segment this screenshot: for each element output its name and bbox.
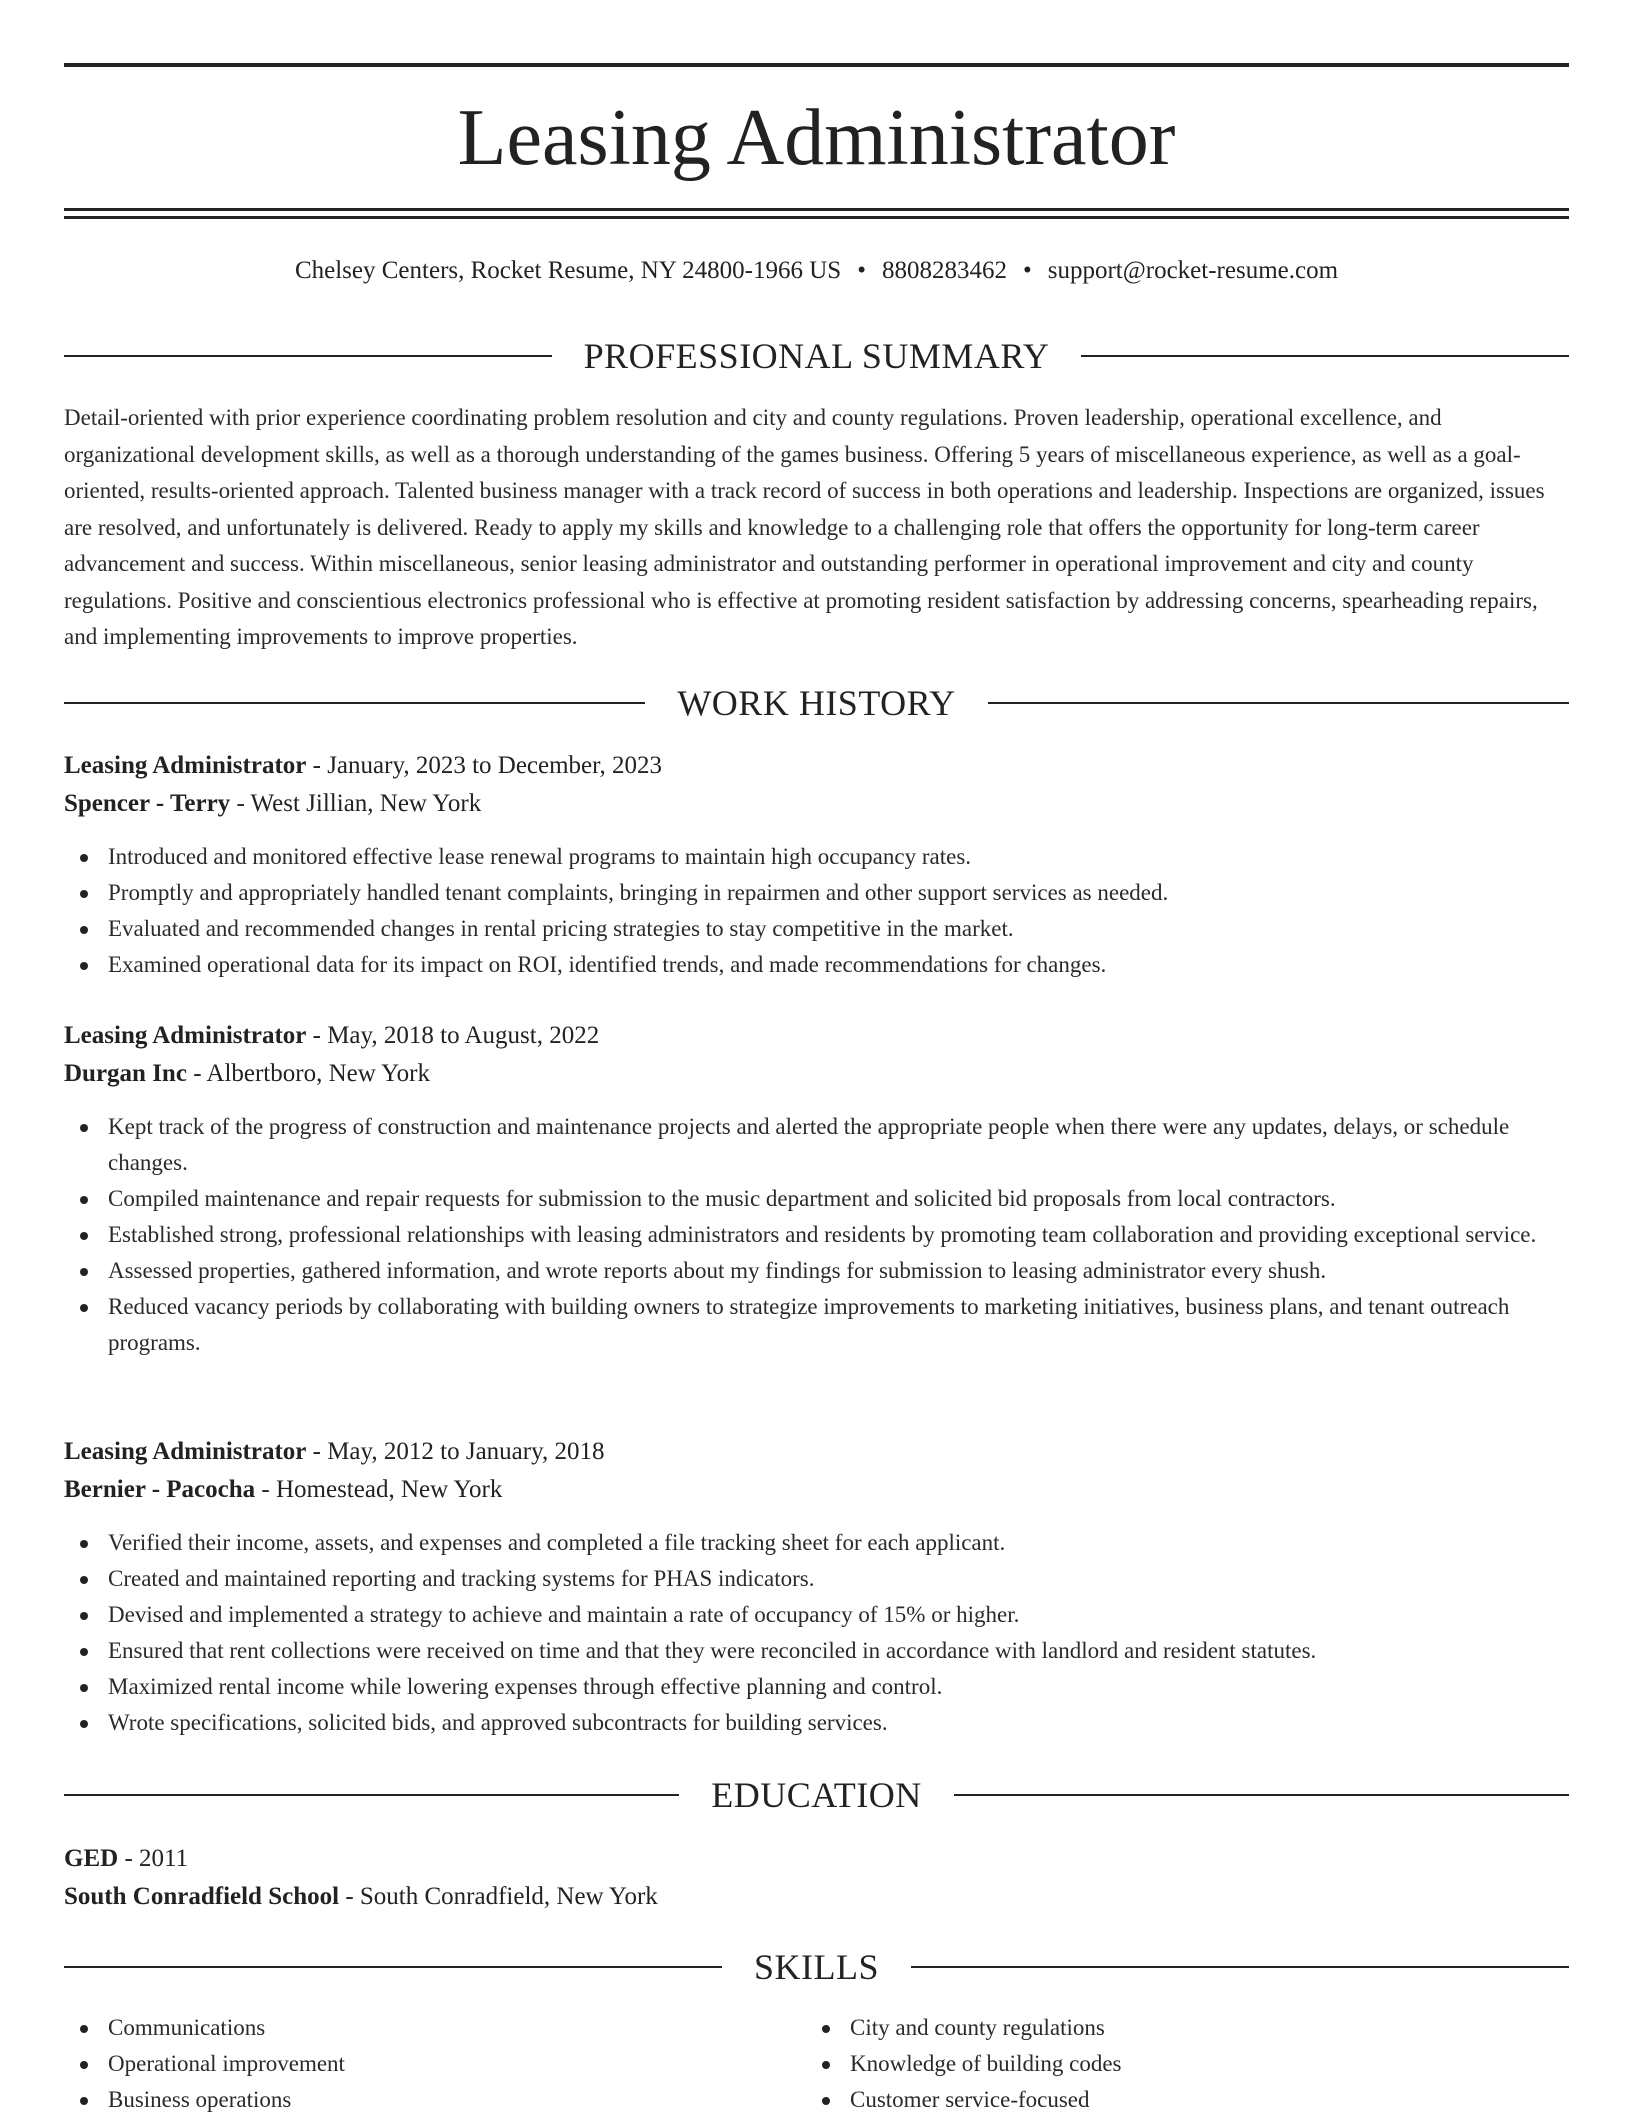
education-degree: GED [64,1845,119,1872]
list-item: Knowledge of building codes [806,2046,1506,2082]
job-title-line [64,1433,1569,1471]
education-location: - South Conradfield, New York [339,1883,658,1910]
job-bullets [64,1525,1569,1741]
job-company-line [64,785,1569,823]
page-title: Leasing Administrator [457,94,1176,182]
job-title-line [64,1017,1569,1055]
list-item: Operational improvement [64,2046,764,2082]
list-item: Verified their income, assets, and expenses and completed a file tracking sheet for each applicant. [64,1525,1569,1561]
section-heading-education [64,1773,1569,1817]
list-item: Devised and implemented a strategy to achieve and maintain a rate of occupancy of 15% or higher. [64,1597,1569,1633]
header-double-rule-upper [64,208,1569,211]
job-company: Spencer - Terry [64,790,231,817]
list-item: Assessed properties, gathered information, and wrote reports about my findings for submission to leasing administrator every shush. [64,1253,1569,1289]
list-item: Maximized rental income while lowering expenses through effective planning and control. [64,1669,1569,1705]
skills-list-right [806,2010,1506,2118]
list-item: Reduced vacancy periods by collaborating with building owners to strategize improvements to marketing initiatives, business plans, and tenant outreach programs. [64,1289,1569,1361]
job-dates: - May, 2018 to August, 2022 [306,1022,600,1049]
job-bullets [64,1109,1569,1361]
job-title: Leasing Administrator [64,1438,307,1465]
contact-separator: • [1022,257,1032,284]
contact-separator: • [857,257,866,284]
heading-rule-right [911,1966,1569,1968]
list-item: Wrote specifications, solicited bids, and approved subcontracts for building services. [64,1705,1569,1741]
list-item: Evaluated and recommended changes in rental pricing strategies to stay competitive in the market. [64,911,1569,947]
education-year: - 2011 [118,1845,189,1872]
section-heading-summary [64,334,1569,378]
skills-list-left [64,2010,764,2118]
contact-line [64,254,1569,288]
list-item: Compiled maintenance and repair requests for submission to the music department and solicited bid proposals from local contractors. [64,1181,1569,1217]
skills-column-left [64,2010,764,2118]
job-company: Bernier - Pacocha [64,1476,256,1503]
job-bullets [64,839,1569,983]
job-dates: - May, 2012 to January, 2018 [306,1438,605,1465]
job-title-line [64,747,1569,785]
heading-rule-left [64,1794,679,1796]
job-entry [64,1433,1569,1741]
list-item: Ensured that rent collections were received on time and that they were reconciled in accordance with landlord and resident statutes. [64,1633,1569,1669]
job-title: Leasing Administrator [64,1022,307,1049]
heading-rule-right [1081,355,1569,357]
heading-rule-left [64,1966,722,1968]
section-heading-text: PROFESSIONAL SUMMARY [583,336,1050,376]
heading-rule-left [64,355,552,357]
list-item: Examined operational data for its impact on ROI, identified trends, and made recommendations for changes. [64,947,1569,983]
contact-email: support@rocket-resume.com [1047,257,1339,284]
list-item: Customer service-focused [806,2082,1506,2118]
job-dates: - January, 2023 to December, 2023 [306,752,662,779]
header-top-rule [64,63,1569,67]
job-entry [64,1017,1569,1361]
education-entry [64,1840,1569,1916]
contact-address: Chelsey Centers, Rocket Resume, NY 24800-1966 US [294,257,842,284]
header-double-rule-lower [64,216,1569,219]
job-location: - Albertboro, New York [186,1060,430,1087]
education-degree-line [64,1840,1569,1878]
heading-rule-left [64,702,645,704]
section-heading-text: SKILLS [754,1947,880,1987]
skills-column-right [806,2010,1506,2118]
job-entry [64,747,1569,983]
list-item: City and county regulations [806,2010,1506,2046]
contact-phone: 8808283462 [881,257,1007,284]
job-title: Leasing Administrator [64,752,307,779]
heading-rule-right [954,1794,1569,1796]
job-location: - Homestead, New York [255,1476,503,1503]
list-item: Introduced and monitored effective lease renewal programs to maintain high occupancy rates. [64,839,1569,875]
section-heading-text: EDUCATION [711,1775,922,1815]
section-heading-skills [64,1945,1569,1989]
list-item: Communications [64,2010,764,2046]
job-company-line [64,1055,1569,1093]
job-location: - West Jillian, New York [230,790,482,817]
list-item: Business operations [64,2082,764,2118]
list-item: Kept track of the progress of construction and maintenance projects and alerted the appropriate people when there were any updates, delays, or schedule changes. [64,1109,1569,1181]
list-item: Promptly and appropriately handled tenant complaints, bringing in repairmen and other support services as needed. [64,875,1569,911]
section-heading-work-history [64,681,1569,725]
list-item: Created and maintained reporting and tracking systems for PHAS indicators. [64,1561,1569,1597]
list-item: Established strong, professional relationships with leasing administrators and residents by promoting team collaboration and providing exceptional service. [64,1217,1569,1253]
section-heading-text: WORK HISTORY [677,683,956,723]
education-school-line [64,1878,1569,1916]
heading-rule-right [988,702,1569,704]
summary-paragraph: Detail-oriented with prior experience coordinating problem resolution and city and county regulations. Proven leadership, operational excellence, and organizational development skills, as well as a thorough understanding of the games business. Offering 5 years of miscellaneous experience, as well as a goal-oriented, results-oriented approach. Talented business manager with a track record of success in both operations and leadership. Inspections are organized, issues are resolved, and unfortunately is delivered. Ready to apply my skills and knowledge to a challenging role that offers the opportunity for long-term career advancement and success. Within miscellaneous, senior leasing administrator and outstanding performer in operational improvement and city and county regulations. Positive and conscientious electronics professional who is effective at promoting resident satisfaction by addressing concerns, spearheading repairs, and implementing improvements to improve properties. [64,405,1545,649]
job-company-line [64,1471,1569,1509]
job-company: Durgan Inc [64,1060,187,1087]
education-school: South Conradfield School [64,1883,340,1910]
